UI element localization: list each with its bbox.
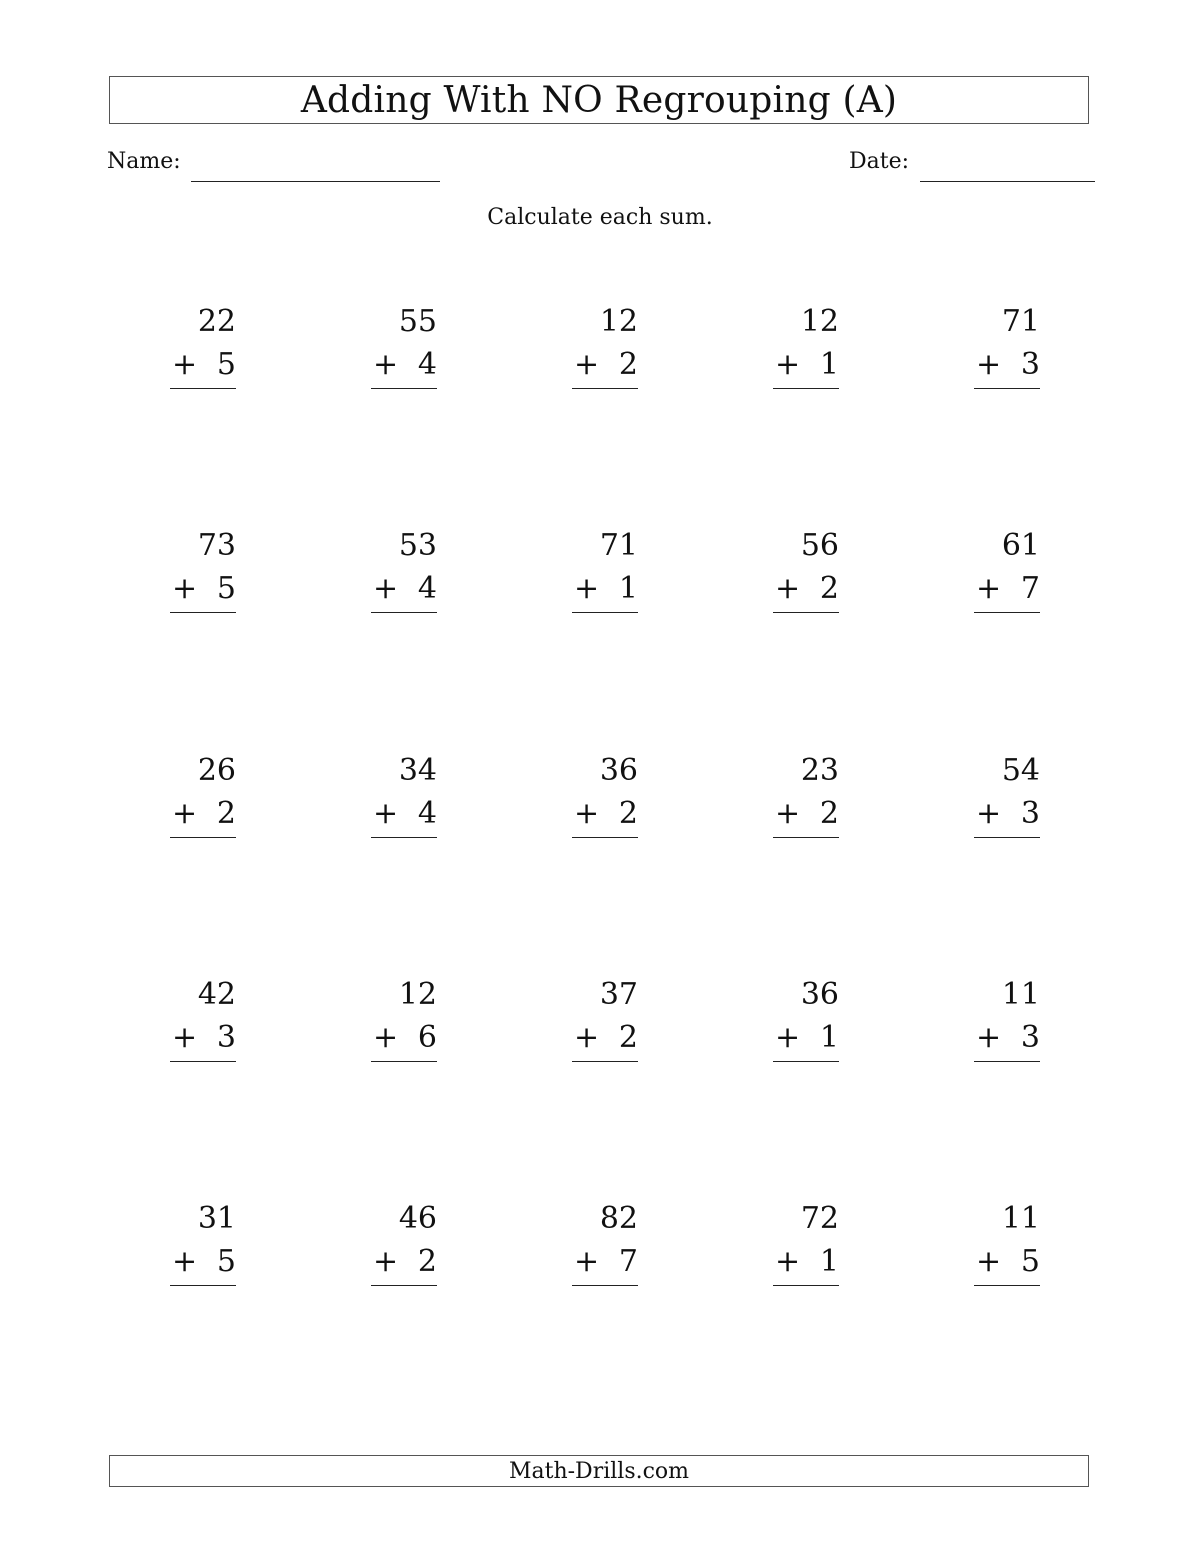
name-field[interactable] (191, 181, 440, 182)
answer-line[interactable] (974, 1285, 1040, 1286)
problem-addend-top: 61 (1001, 528, 1040, 563)
addition-problem (974, 753, 1040, 843)
addition-problem (572, 753, 638, 843)
problem-addend-bottom: 2 (618, 796, 638, 831)
problem-addend-top: 54 (1001, 753, 1040, 788)
problem-addend-top: 26 (197, 753, 236, 788)
addition-problem (371, 528, 437, 618)
name-label: Name: (107, 149, 181, 174)
footer-text: Math-Drills.com (508, 1458, 690, 1484)
problem-addend-bottom: 2 (618, 347, 638, 382)
problem-addend-bottom: 7 (618, 1244, 638, 1279)
problem-addend-top: 34 (398, 753, 437, 788)
answer-line[interactable] (974, 612, 1040, 613)
problem-addend-top: 12 (398, 977, 437, 1012)
problem-addend-top: 73 (197, 528, 236, 563)
addition-problem (170, 304, 236, 394)
problem-addend-bottom: 2 (618, 1020, 638, 1055)
answer-line[interactable] (773, 837, 839, 838)
addition-problem (773, 1201, 839, 1291)
answer-line[interactable] (371, 1061, 437, 1062)
answer-line[interactable] (371, 1285, 437, 1286)
problem-addend-bottom: 1 (819, 1020, 839, 1055)
answer-line[interactable] (974, 837, 1040, 838)
addition-problem (773, 528, 839, 618)
answer-line[interactable] (572, 612, 638, 613)
problem-addend-bottom: 2 (417, 1244, 437, 1279)
problem-addend-top: 11 (1001, 977, 1040, 1012)
problem-addend-top: 11 (1001, 1201, 1040, 1236)
answer-line[interactable] (773, 1285, 839, 1286)
addition-problem (371, 977, 437, 1067)
footer (109, 1455, 1089, 1487)
addition-problem (170, 753, 236, 843)
worksheet-title (109, 76, 1089, 124)
problem-addend-bottom: 1 (819, 347, 839, 382)
plus-sign: + (574, 1244, 600, 1279)
answer-line[interactable] (170, 388, 236, 389)
addition-problem (371, 304, 437, 394)
addition-problem (170, 1201, 236, 1291)
plus-sign: + (373, 796, 399, 831)
date-field[interactable] (920, 181, 1095, 182)
problem-addend-top: 36 (599, 753, 638, 788)
problem-addend-bottom: 5 (216, 571, 236, 606)
problem-addend-bottom: 5 (216, 1244, 236, 1279)
answer-line[interactable] (773, 1061, 839, 1062)
problem-addend-bottom: 5 (1020, 1244, 1040, 1279)
problem-addend-top: 22 (197, 304, 236, 339)
plus-sign: + (976, 347, 1002, 382)
plus-sign: + (976, 1244, 1002, 1279)
answer-line[interactable] (170, 1285, 236, 1286)
problem-addend-top: 12 (800, 304, 839, 339)
plus-sign: + (976, 571, 1002, 606)
answer-line[interactable] (371, 837, 437, 838)
answer-line[interactable] (572, 837, 638, 838)
plus-sign: + (574, 1020, 600, 1055)
problem-addend-bottom: 1 (819, 1244, 839, 1279)
problem-addend-bottom: 7 (1020, 571, 1040, 606)
plus-sign: + (574, 796, 600, 831)
problem-addend-bottom: 2 (216, 796, 236, 831)
problem-addend-top: 12 (599, 304, 638, 339)
problem-addend-bottom: 3 (1020, 796, 1040, 831)
problem-addend-top: 37 (599, 977, 638, 1012)
answer-line[interactable] (773, 388, 839, 389)
problem-addend-top: 46 (398, 1201, 437, 1236)
instructions: Calculate each sum. (487, 205, 713, 230)
answer-line[interactable] (170, 837, 236, 838)
plus-sign: + (172, 796, 198, 831)
addition-problem (974, 304, 1040, 394)
addition-problem (773, 304, 839, 394)
worksheet-title-text: Adding With NO Regrouping (A) (300, 79, 898, 121)
answer-line[interactable] (170, 612, 236, 613)
answer-line[interactable] (572, 1061, 638, 1062)
problem-addend-bottom: 3 (216, 1020, 236, 1055)
addition-problem (170, 977, 236, 1067)
plus-sign: + (172, 347, 198, 382)
addition-problem (371, 753, 437, 843)
problem-addend-top: 31 (197, 1201, 236, 1236)
plus-sign: + (574, 347, 600, 382)
plus-sign: + (976, 1020, 1002, 1055)
addition-problem (773, 977, 839, 1067)
plus-sign: + (373, 1244, 399, 1279)
answer-line[interactable] (371, 612, 437, 613)
plus-sign: + (373, 571, 399, 606)
date-label: Date: (849, 149, 910, 174)
answer-line[interactable] (572, 388, 638, 389)
plus-sign: + (172, 571, 198, 606)
addition-problem (974, 528, 1040, 618)
plus-sign: + (775, 1244, 801, 1279)
plus-sign: + (373, 347, 399, 382)
answer-line[interactable] (572, 1285, 638, 1286)
problem-addend-bottom: 4 (417, 347, 437, 382)
addition-problem (572, 977, 638, 1067)
problem-addend-bottom: 6 (417, 1020, 437, 1055)
plus-sign: + (775, 347, 801, 382)
addition-problem (572, 1201, 638, 1291)
plus-sign: + (574, 571, 600, 606)
plus-sign: + (172, 1020, 198, 1055)
problem-addend-bottom: 4 (417, 571, 437, 606)
problem-addend-bottom: 4 (417, 796, 437, 831)
answer-line[interactable] (371, 388, 437, 389)
plus-sign: + (775, 796, 801, 831)
problem-addend-bottom: 1 (618, 571, 638, 606)
problem-addend-top: 56 (800, 528, 839, 563)
problem-addend-top: 82 (599, 1201, 638, 1236)
addition-problem (773, 753, 839, 843)
addition-problem (170, 528, 236, 618)
addition-problem (371, 1201, 437, 1291)
problem-addend-top: 23 (800, 753, 839, 788)
problem-addend-bottom: 3 (1020, 347, 1040, 382)
plus-sign: + (775, 1020, 801, 1055)
problem-addend-top: 36 (800, 977, 839, 1012)
answer-line[interactable] (974, 388, 1040, 389)
problem-addend-bottom: 3 (1020, 1020, 1040, 1055)
problem-addend-bottom: 5 (216, 347, 236, 382)
answer-line[interactable] (974, 1061, 1040, 1062)
problem-addend-bottom: 2 (819, 796, 839, 831)
answer-line[interactable] (773, 612, 839, 613)
addition-problem (572, 304, 638, 394)
plus-sign: + (976, 796, 1002, 831)
problem-addend-top: 42 (197, 977, 236, 1012)
answer-line[interactable] (170, 1061, 236, 1062)
problem-addend-top: 55 (398, 304, 437, 339)
problem-addend-top: 72 (800, 1201, 839, 1236)
plus-sign: + (172, 1244, 198, 1279)
problem-addend-top: 71 (1001, 304, 1040, 339)
addition-problem (974, 977, 1040, 1067)
problem-addend-top: 53 (398, 528, 437, 563)
plus-sign: + (373, 1020, 399, 1055)
addition-problem (572, 528, 638, 618)
plus-sign: + (775, 571, 801, 606)
problem-addend-top: 71 (599, 528, 638, 563)
problem-addend-bottom: 2 (819, 571, 839, 606)
addition-problem (974, 1201, 1040, 1291)
